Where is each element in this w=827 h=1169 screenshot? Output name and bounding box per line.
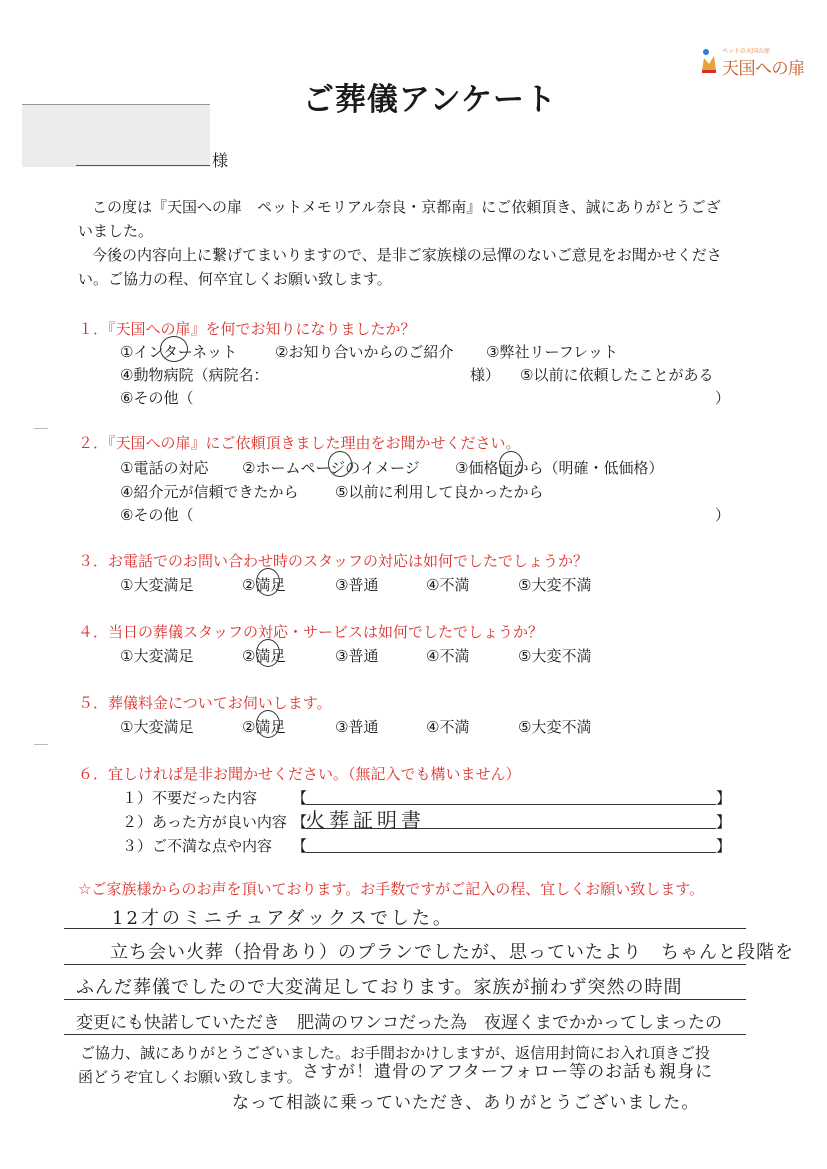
q1-option-5[interactable]: ⑤以前に依頼したことがある [520, 366, 714, 384]
ruled-line [64, 999, 746, 1000]
q2-label: ２．『天国への扉』にご依頼頂きました理由をお聞かせください。 [78, 434, 521, 452]
q1-option-1[interactable]: ①インターネット [120, 343, 238, 361]
q3-option-1[interactable]: ①大変満足 [120, 576, 194, 594]
q2-option-5[interactable]: ⑤以前に利用して良かったから [335, 483, 544, 501]
q2-option-6[interactable]: ⑥その他（ [120, 506, 194, 524]
q1-option-6[interactable]: ⑥その他（ [120, 389, 194, 407]
q6-row-1-open: 【 [292, 789, 308, 807]
q1-option-4[interactable]: ④動物病院（病院名： [120, 366, 269, 384]
q2-option-3[interactable]: ③価格面から（明確・低価格） [455, 459, 664, 477]
answer-circle [256, 710, 280, 738]
q2-option-6-close: ） [715, 506, 731, 524]
logo-text: 天国への扉 [722, 59, 805, 79]
q2-option-4[interactable]: ④紹介元が信頼できたから [120, 483, 299, 501]
q4-option-1[interactable]: ①大変満足 [120, 647, 194, 665]
punch-mark [34, 428, 48, 429]
q3-option-2[interactable]: ②満足 [242, 576, 286, 594]
handwriting-line-4: 変更にも快諾していただき 肥満のワンコだった為 夜遅くまでかかってしまったの [76, 1013, 722, 1033]
q4-option-4[interactable]: ④不満 [426, 647, 470, 665]
page-title: ご葬儀アンケート [302, 82, 558, 118]
footer-line-1: ご協力、誠にありがとうございました。お手間おかけしますが、返信用封筒にお入れ頂きご投 [80, 1044, 711, 1062]
q5-option-1[interactable]: ①大変満足 [120, 718, 194, 736]
handwriting-tail-1: さすが！遺骨のアフターフォロー等のお話も親身に [302, 1062, 714, 1082]
q1-option-4-end: 様） [470, 366, 501, 384]
q3-option-3[interactable]: ③普通 [335, 576, 379, 594]
q6-row-3-line [306, 852, 716, 853]
q5-option-2[interactable]: ②満足 [242, 718, 286, 736]
name-line [76, 165, 210, 166]
q1-label: １．『天国への扉』を何でお知りになりましたか？ [78, 320, 416, 338]
q1-option-2[interactable]: ②お知り合いからのご紹介 [275, 343, 454, 361]
salutation: 様 [212, 151, 229, 170]
answer-circle [256, 639, 280, 667]
q4-option-5[interactable]: ⑤大変不満 [518, 647, 592, 665]
q4-option-3[interactable]: ③普通 [335, 647, 379, 665]
handwriting-line-2: 立ち会い火葬（拾骨あり）のプランでしたが、思っていたより ちゃんと段階を [110, 942, 794, 963]
company-logo [700, 44, 810, 78]
handwriting-line-1: 12才のミニチュアダックスでした。 [112, 908, 454, 929]
q6-row-1-close: 】 [716, 789, 732, 807]
q4-label: ４．当日の葬儀スタッフの対応・サービスは如何でしたでしょうか？ [78, 623, 544, 641]
handwriting-line-3: ふんだ葬儀でしたので大変満足しております。家族が揃わず突然の時間 [76, 977, 683, 998]
q5-option-3[interactable]: ③普通 [335, 718, 379, 736]
answer-circle [256, 568, 280, 596]
answer-circle [499, 451, 523, 477]
intro-line-1: この度は『天国への扉 ペットメモリアル奈良・京都南』にご依頼頂き、誠にありがとうござ [92, 198, 721, 216]
q6-row-3-close: 】 [716, 837, 732, 855]
voice-heading: ☆ご家族様からのお声を頂いております。お手数ですがご記入の程、宜しくお願い致します。 [78, 880, 705, 898]
answer-circle [328, 451, 352, 477]
crown-icon [700, 46, 718, 76]
q6-row-2-label: ２）あった方が良い内容 [122, 813, 287, 831]
footer-line-2: 函どうぞ宜しくお願い致します。 [78, 1068, 302, 1086]
intro-line-3: 今後の内容向上に繋げてまいりますので、是非ご家族様の忌憚のないご意見をお聞かせくださ [92, 246, 722, 264]
q6-row-3-open: 【 [292, 837, 308, 855]
punch-mark [34, 744, 48, 745]
q6-row-3-label: ３）ご不満な点や内容 [122, 837, 273, 855]
q2-option-2[interactable]: ②ホームページのイメージ [242, 459, 420, 477]
ruled-line [64, 1034, 746, 1035]
q3-label: ３．お電話でのお問い合わせ時のスタッフの対応は如何でしたでしょうか？ [78, 552, 589, 570]
q6-label: ６．宜しければ是非お聞かせください。（無記入でも構いません） [78, 765, 521, 783]
q5-option-4[interactable]: ④不満 [426, 718, 470, 736]
q4-option-2[interactable]: ②満足 [242, 647, 286, 665]
q6-row-2-open: 【 [292, 813, 308, 831]
q5-option-5[interactable]: ⑤大変不満 [518, 718, 592, 736]
q1-option-6-close: ） [715, 389, 731, 407]
intro-line-2: いました。 [78, 222, 154, 240]
q5-label: ５．葬儀料金についてお伺いします。 [78, 694, 332, 712]
ruled-line [64, 964, 746, 965]
logo-tagline: ペットの天国の扉 [722, 48, 771, 55]
q3-option-4[interactable]: ④不満 [426, 576, 470, 594]
handwriting-tail-2: なって相談に乗っていただき、ありがとうございました。 [232, 1093, 700, 1113]
redacted-name [22, 104, 210, 167]
q6-row-2-close: 】 [716, 813, 732, 831]
q2-option-1[interactable]: ①電話の対応 [120, 459, 209, 477]
intro-line-4: い。ご協力の程、何卒宜しくお願い致します。 [78, 270, 392, 288]
answer-circle [160, 336, 188, 362]
q6-row-1-label: １）不要だった内容 [122, 789, 258, 807]
q1-option-3[interactable]: ③弊社リーフレット [486, 343, 618, 361]
q3-option-5[interactable]: ⑤大変不満 [518, 576, 592, 594]
q6-answer-2[interactable]: 火葬証明書 [305, 808, 425, 832]
